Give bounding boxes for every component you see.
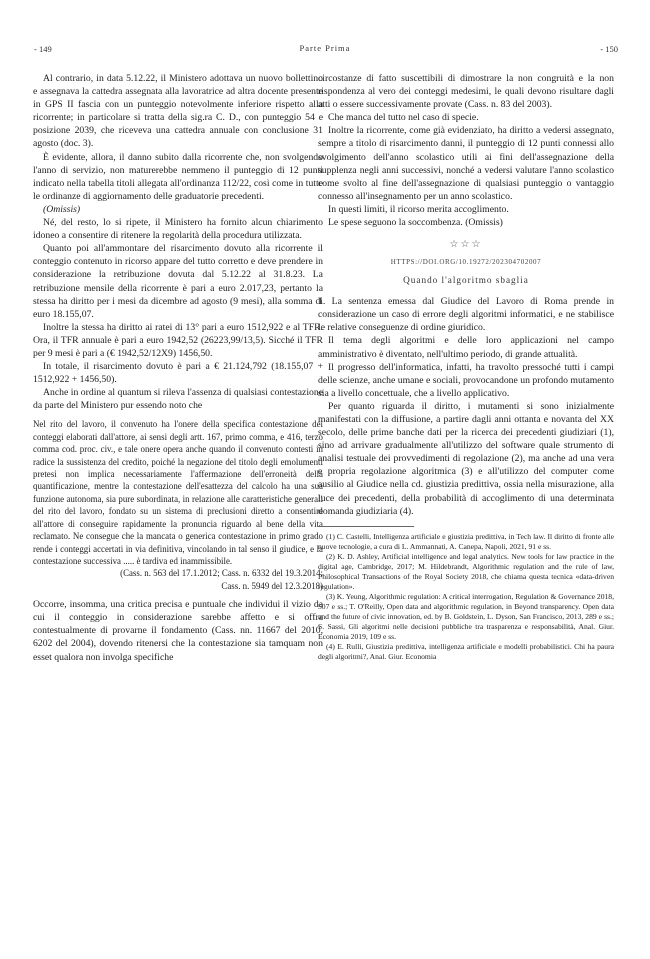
omissis: (Omissis) bbox=[43, 203, 81, 215]
running-header: Parte Prima bbox=[299, 43, 351, 53]
citation-line: Cass. n. 5949 del 12.3.2018) bbox=[221, 580, 323, 591]
paragraph: Inoltre la stessa ha diritto ai ratei di 13° pari a euro 1512,922 e al TFR. Ora, il TFR annuale è pari a euro 1942,52 (26223,99/13,5). Sicché il TFR per 9 mesi è pari a (€ 1942,52/12X9) 1456,50. bbox=[33, 321, 323, 359]
footnote: (4) E. Rulli, Giustizia predittiva, intelligenza artificiale e modelli probabilistici. Chi ha paura degli algoritmi?, Anal. Giur. Economia bbox=[318, 641, 614, 661]
left-column bbox=[33, 72, 323, 664]
paragraph: In questi limiti, il ricorso merita accoglimento. bbox=[328, 203, 509, 215]
footnote: (3) K. Yeung, Algorithmic regulation: A critical interrogation, Regulation & Governance 2018, 507 e ss.; T. O'Reilly, Open data and algorithmic regulation, in Beyond transparency. Open data and the future of civic innovation, ed. by B. Goldstein, L. Dyson, San Francisco, 2013, 289 e ss.; S. Sassi, Gli algoritmi nelle decisioni pubbliche tra trasparenza e responsabilità, Anal. Giur. Economia 2019, 109 e ss. bbox=[318, 591, 614, 641]
paragraph: Il progresso dell'informatica, infatti, ha travolto pressoché tutti i campi delle scienze, anche umane e sociali, provocandone un profondo mutamento sia a livello concettuale, che a livello applicativo. bbox=[318, 361, 614, 399]
paragraph: Le spese seguono la soccombenza. (Omissis) bbox=[328, 217, 503, 229]
paragraph: È evidente, allora, il danno subito dalla ricorrente che, non svolgendo l'anno di servizio, non maturerebbe nemmeno il punteggio di 12 punti indicato nella tabella titoli allegata all'ordinanza 112/22, così come in tutte le ordinanze di aggiornamento delle graduatorie precedenti. bbox=[33, 151, 323, 202]
paragraph: 1. La sentenza emessa dal Giudice del Lavoro di Roma prende in considerazione un caso di errore degli algoritmi informatici, e ne stabilisce le relative conseguenze di ordine giuridico. bbox=[318, 296, 614, 334]
paragraph: Né, del resto, lo si ripete, il Ministero ha fornito alcun chiarimento idoneo a consentire di ritenere la regolarità della procedura utilizzata. bbox=[33, 217, 323, 242]
right-column bbox=[318, 72, 614, 662]
paragraph: Al contrario, in data 5.12.22, il Ministero adottava un nuovo bollettino e assegnava la cattedra assegnata alla lavoratrice ad altra docente presente in GPS II fascia con un punteggio notevolmente inferiore rispetto alla ricorrente; in particolare si tratta della sig.ra C. D., con punteggio 54 e posizione 2039, che riceveva una cattedra annuale con conclusione 31 agosto (doc. 3). bbox=[33, 73, 323, 150]
paragraph: Il tema degli algoritmi e delle loro applicazioni nel campo amministrativo è diventato, nell'ultimo periodo, di grande attualità. bbox=[318, 335, 614, 360]
section-stars: ☆☆☆ bbox=[449, 239, 483, 251]
footnote-separator bbox=[318, 526, 414, 527]
page-number-right: - 150 bbox=[600, 44, 618, 54]
footnote: (1) C. Castelli, Intelligenza artificiale e giustizia predittiva, in Tech law. Il diritto di fronte alle nuove tecnologie, a cura di L. Ammannati, A. Canepa, Napoli, 2021, 91 e ss. bbox=[318, 531, 614, 551]
block-quote: Nel rito del lavoro, il convenuto ha l'onere della specifica contestazione dei conteggi elaborati dall'attore, ai sensi degli artt. 167, primo comma, e 416, terzo comma cod. proc. civ., e tale onere opera anche quando il convenuto contesti in radice la sussistenza del credito, poiché la negazione del titolo degli emolumenti pretesi non implica necessariamente l'affermazione dell'erroneità della quantificazione, mentre la contestazione dell'esattezza del calcolo ha una sua funzione autonoma, sia pure subordinata, in relazione alle caratteristiche generali del rito del lavoro, fondato su un sistema di preclusioni diretto a consentire all'attore di conseguire rapidamente la pronuncia riguardo al bene della vita reclamato. Ne consegue che la mancata o generica contestazione in primo grado rende i conteggi accertati in via definitiva, vincolando in tal senso il giudice, e la contestazione successiva ..... è tardiva ed inammissibile. bbox=[33, 419, 323, 566]
citation-line: (Cass. n. 563 del 17.1.2012; Cass. n. 6332 del 19.3.2014; bbox=[120, 568, 323, 579]
paragraph: Per quanto riguarda il diritto, i mutamenti si sono inizialmente manifestati con la diffusione, a partire dagli anni ottanta e novanta del XX secolo, delle prime banche dati per la ricerca dei precedenti giudiziari (1), sino ad arrivare gradualmente all'utilizzo del software quale strumento di analisi testuale dei provvedimenti di regolazione (2), ma anche ad una vera e propria regolazione algoritmica (3) e all'utilizzo del computer come ausilio al Giudice nella cd. giustizia predittiva, ossia nella misurazione, alla luce dei precedenti, della probabilità di accoglimento di una determinata domanda giudiziaria (4). bbox=[318, 400, 614, 517]
paragraph: Anche in ordine al quantum si rileva l'assenza di qualsiasi contestazione da parte del Ministero pur essendo noto che bbox=[33, 387, 323, 412]
paragraph: Quanto poi all'ammontare del risarcimento dovuto alla ricorrente il conteggio contenuto in ricorso appare del tutto corretto e deve prendere in considerazione la retribuzione dovuta dal 5.12.22 al 31.8.23. La retribuzione mensile della ricorrente è pari a euro 2.017,23, pertanto la stessa ha diritto per i mesi da dicembre ad agosto (9 mesi), alla somma di euro 18.155,07. bbox=[33, 243, 323, 320]
paragraph: circostanze di fatto suscettibili di dimostrare la non congruità e la non rispondenza al vero dei conteggi medesimi, le quali devono risultare dagli atti o essere successivamente provate (Cass. n. 83 del 2003). bbox=[318, 73, 614, 111]
doi-link[interactable]: HTTPS://DOI.ORG/10.19272/202304702007 bbox=[390, 258, 542, 267]
page-number-left: - 149 bbox=[34, 44, 52, 54]
paragraph: Occorre, insomma, una critica precisa e puntuale che individui il vizio da cui il conteggio in considerazione sarebbe affetto e si offra contestualmente di provarne il fondamento (Cass. nn. 11667 del 2010, 6202 del 2004), dovendo ritenersi che la contestazione sia tamquam non esset qualora non involga specifiche bbox=[33, 599, 323, 663]
paragraph: Che manca del tutto nel caso di specie. bbox=[328, 112, 479, 124]
footnote: (2) K. D. Ashley, Artificial intelligence and legal analytics. New tools for law practice in the digital age, Cambridge, 2017; M. Hildebrandt, Algorithmic regulation and the rule of law, Philosophical Transactions of the Royal Society 2018, che chiama questa tecnica «data-driven regulation». bbox=[318, 551, 614, 591]
section-title: Quando l'algoritmo sbaglia bbox=[403, 275, 529, 286]
paragraph: In totale, il risarcimento dovuto è pari a € 21.124,792 (18.155,07 + 1512,922 + 1456,50). bbox=[33, 361, 323, 386]
paragraph: Inoltre la ricorrente, come già evidenziato, ha diritto a vedersi assegnato, sempre a titolo di risarcimento danni, il punteggio di 12 punti connessi allo svolgimento dell'anno scolastico utili ai fini dell'assegnazione della supplenza negli anni successivi, nonché a vedersi valutare l'anno scolastico come svolto al fine dell'assegnazione di qualsiasi punteggio o vantaggio connesso all'insegnamento per un anno scolastico. bbox=[318, 125, 614, 202]
